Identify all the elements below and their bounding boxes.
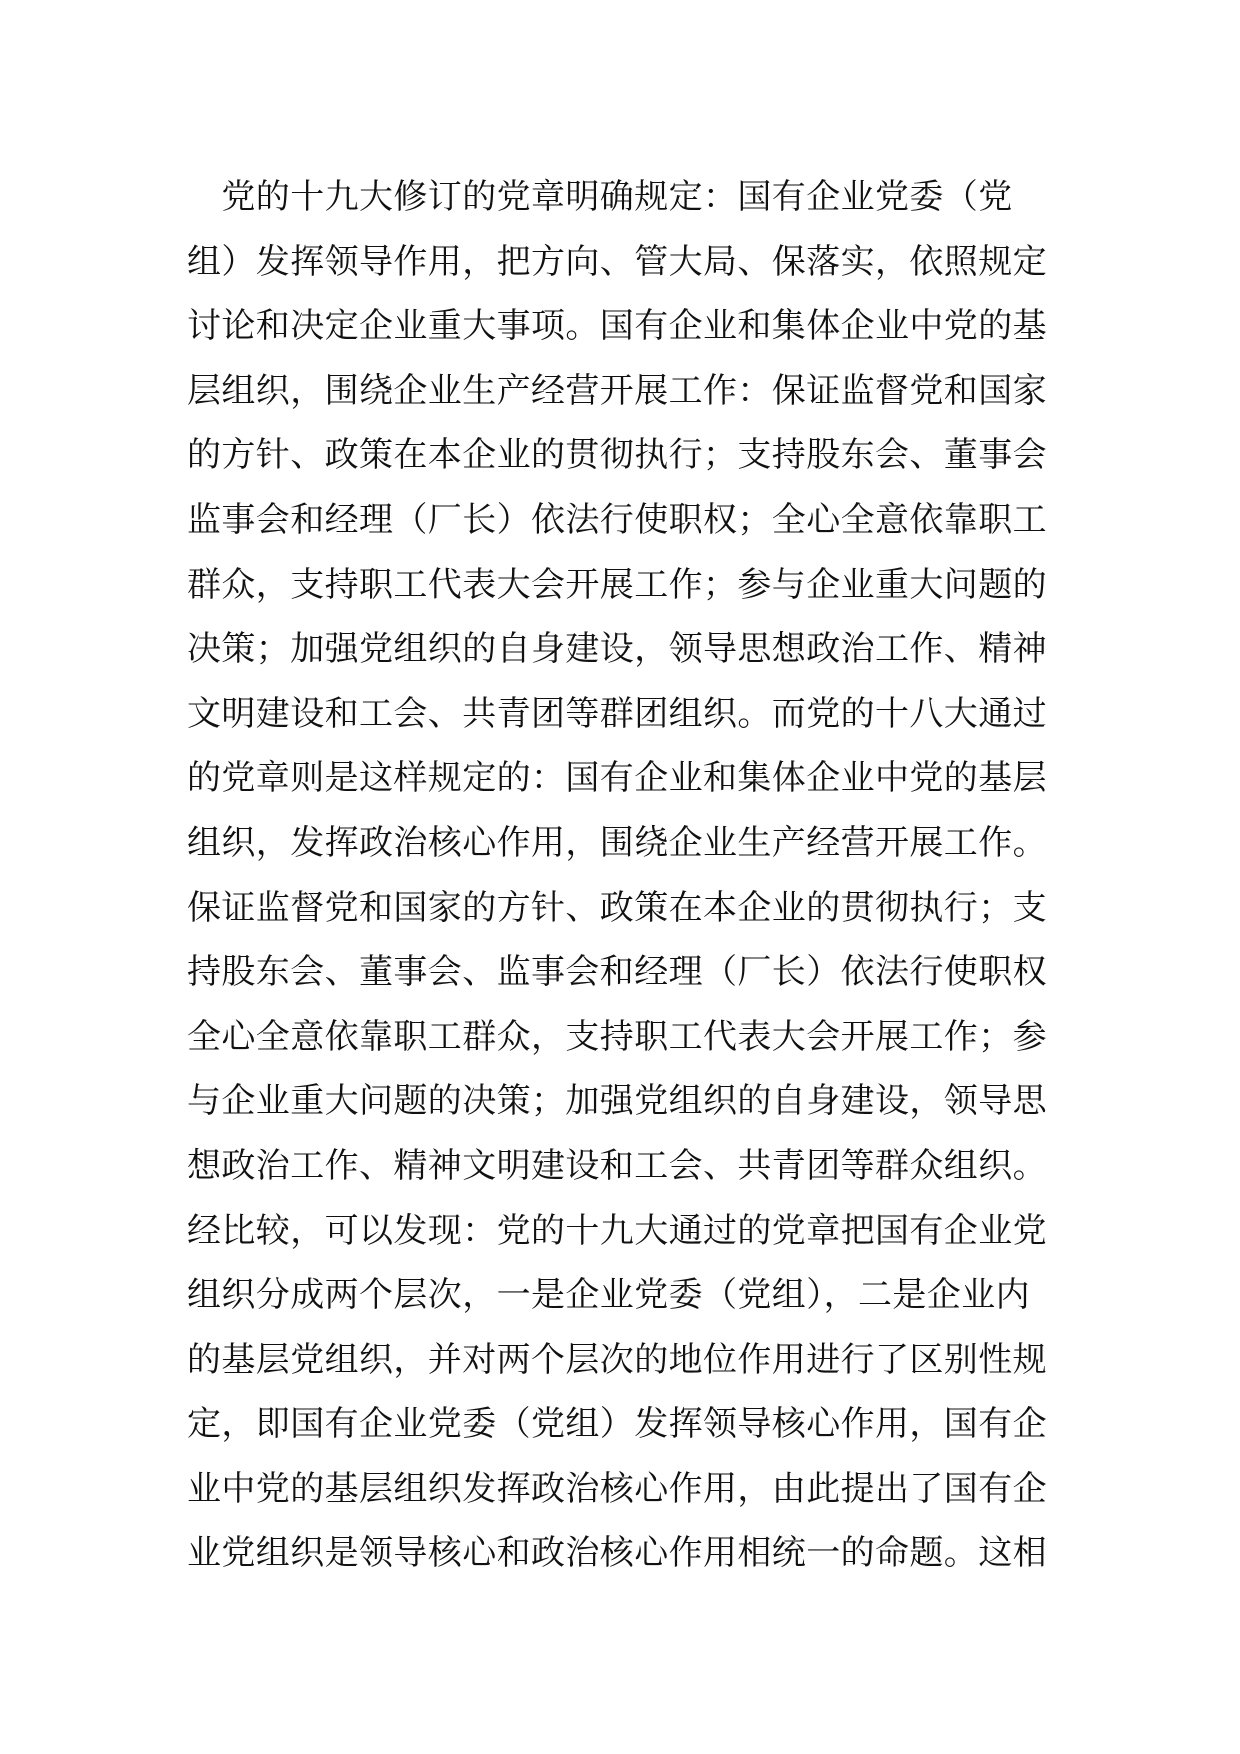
text-line: 决策；加强党组织的自身建设，领导思想政治工作、精神 bbox=[187, 629, 1047, 670]
text-line: 群众，支持职工代表大会开展工作；参与企业重大问题的 bbox=[187, 564, 1047, 605]
text-line: 与企业重大问题的决策；加强党组织的自身建设，领导思 bbox=[187, 1081, 1047, 1122]
text-line: 经比较，可以发现：党的十九大通过的党章把国有企业党 bbox=[187, 1210, 1047, 1251]
text-line: 的党章则是这样规定的：国有企业和集体企业中党的基层 bbox=[187, 758, 1047, 799]
text-line: 组织，发挥政治核心作用，围绕企业生产经营开展工作。 bbox=[187, 822, 1047, 863]
text-line: 持股东会、董事会、监事会和经理（厂长）依法行使职权 bbox=[187, 952, 1047, 993]
text-line: 全心全意依靠职工群众，支持职工代表大会开展工作；参 bbox=[187, 1016, 1047, 1057]
text-line: 业中党的基层组织发挥政治核心作用，由此提出了国有企 bbox=[187, 1468, 1047, 1509]
text-line: 文明建设和工会、共青团等群团组织。而党的十八大通过 bbox=[187, 693, 1047, 734]
text-line: 想政治工作、精神文明建设和工会、共青团等群众组织。 bbox=[187, 1145, 1047, 1186]
text-line: 组）发挥领导作用，把方向、管大局、保落实，依照规定 bbox=[187, 241, 1047, 282]
text-line: 层组织，围绕企业生产经营开展工作：保证监督党和国家 bbox=[187, 370, 1047, 411]
body-paragraph bbox=[187, 165, 1057, 1586]
text-line: 业党组织是领导核心和政治核心作用相统一的命题。这相 bbox=[187, 1533, 1047, 1574]
text-line: 保证监督党和国家的方针、政策在本企业的贯彻执行；支 bbox=[187, 887, 1047, 928]
text-line: 的基层党组织，并对两个层次的地位作用进行了区别性规 bbox=[187, 1339, 1047, 1380]
text-line: 监事会和经理（厂长）依法行使职权；全心全意依靠职工 bbox=[187, 499, 1047, 540]
text-line: 党的十九大修订的党章明确规定：国有企业党委（党 bbox=[187, 177, 1013, 217]
text-line: 组织分成两个层次，一是企业党委（党组），二是企业内 bbox=[187, 1275, 1030, 1316]
text-line: 讨论和决定企业重大事项。国有企业和集体企业中党的基 bbox=[187, 306, 1047, 347]
text-line: 定，即国有企业党委（党组）发挥领导核心作用，国有企 bbox=[187, 1404, 1047, 1445]
text-line: 的方针、政策在本企业的贯彻执行；支持股东会、董事会 bbox=[187, 435, 1047, 476]
